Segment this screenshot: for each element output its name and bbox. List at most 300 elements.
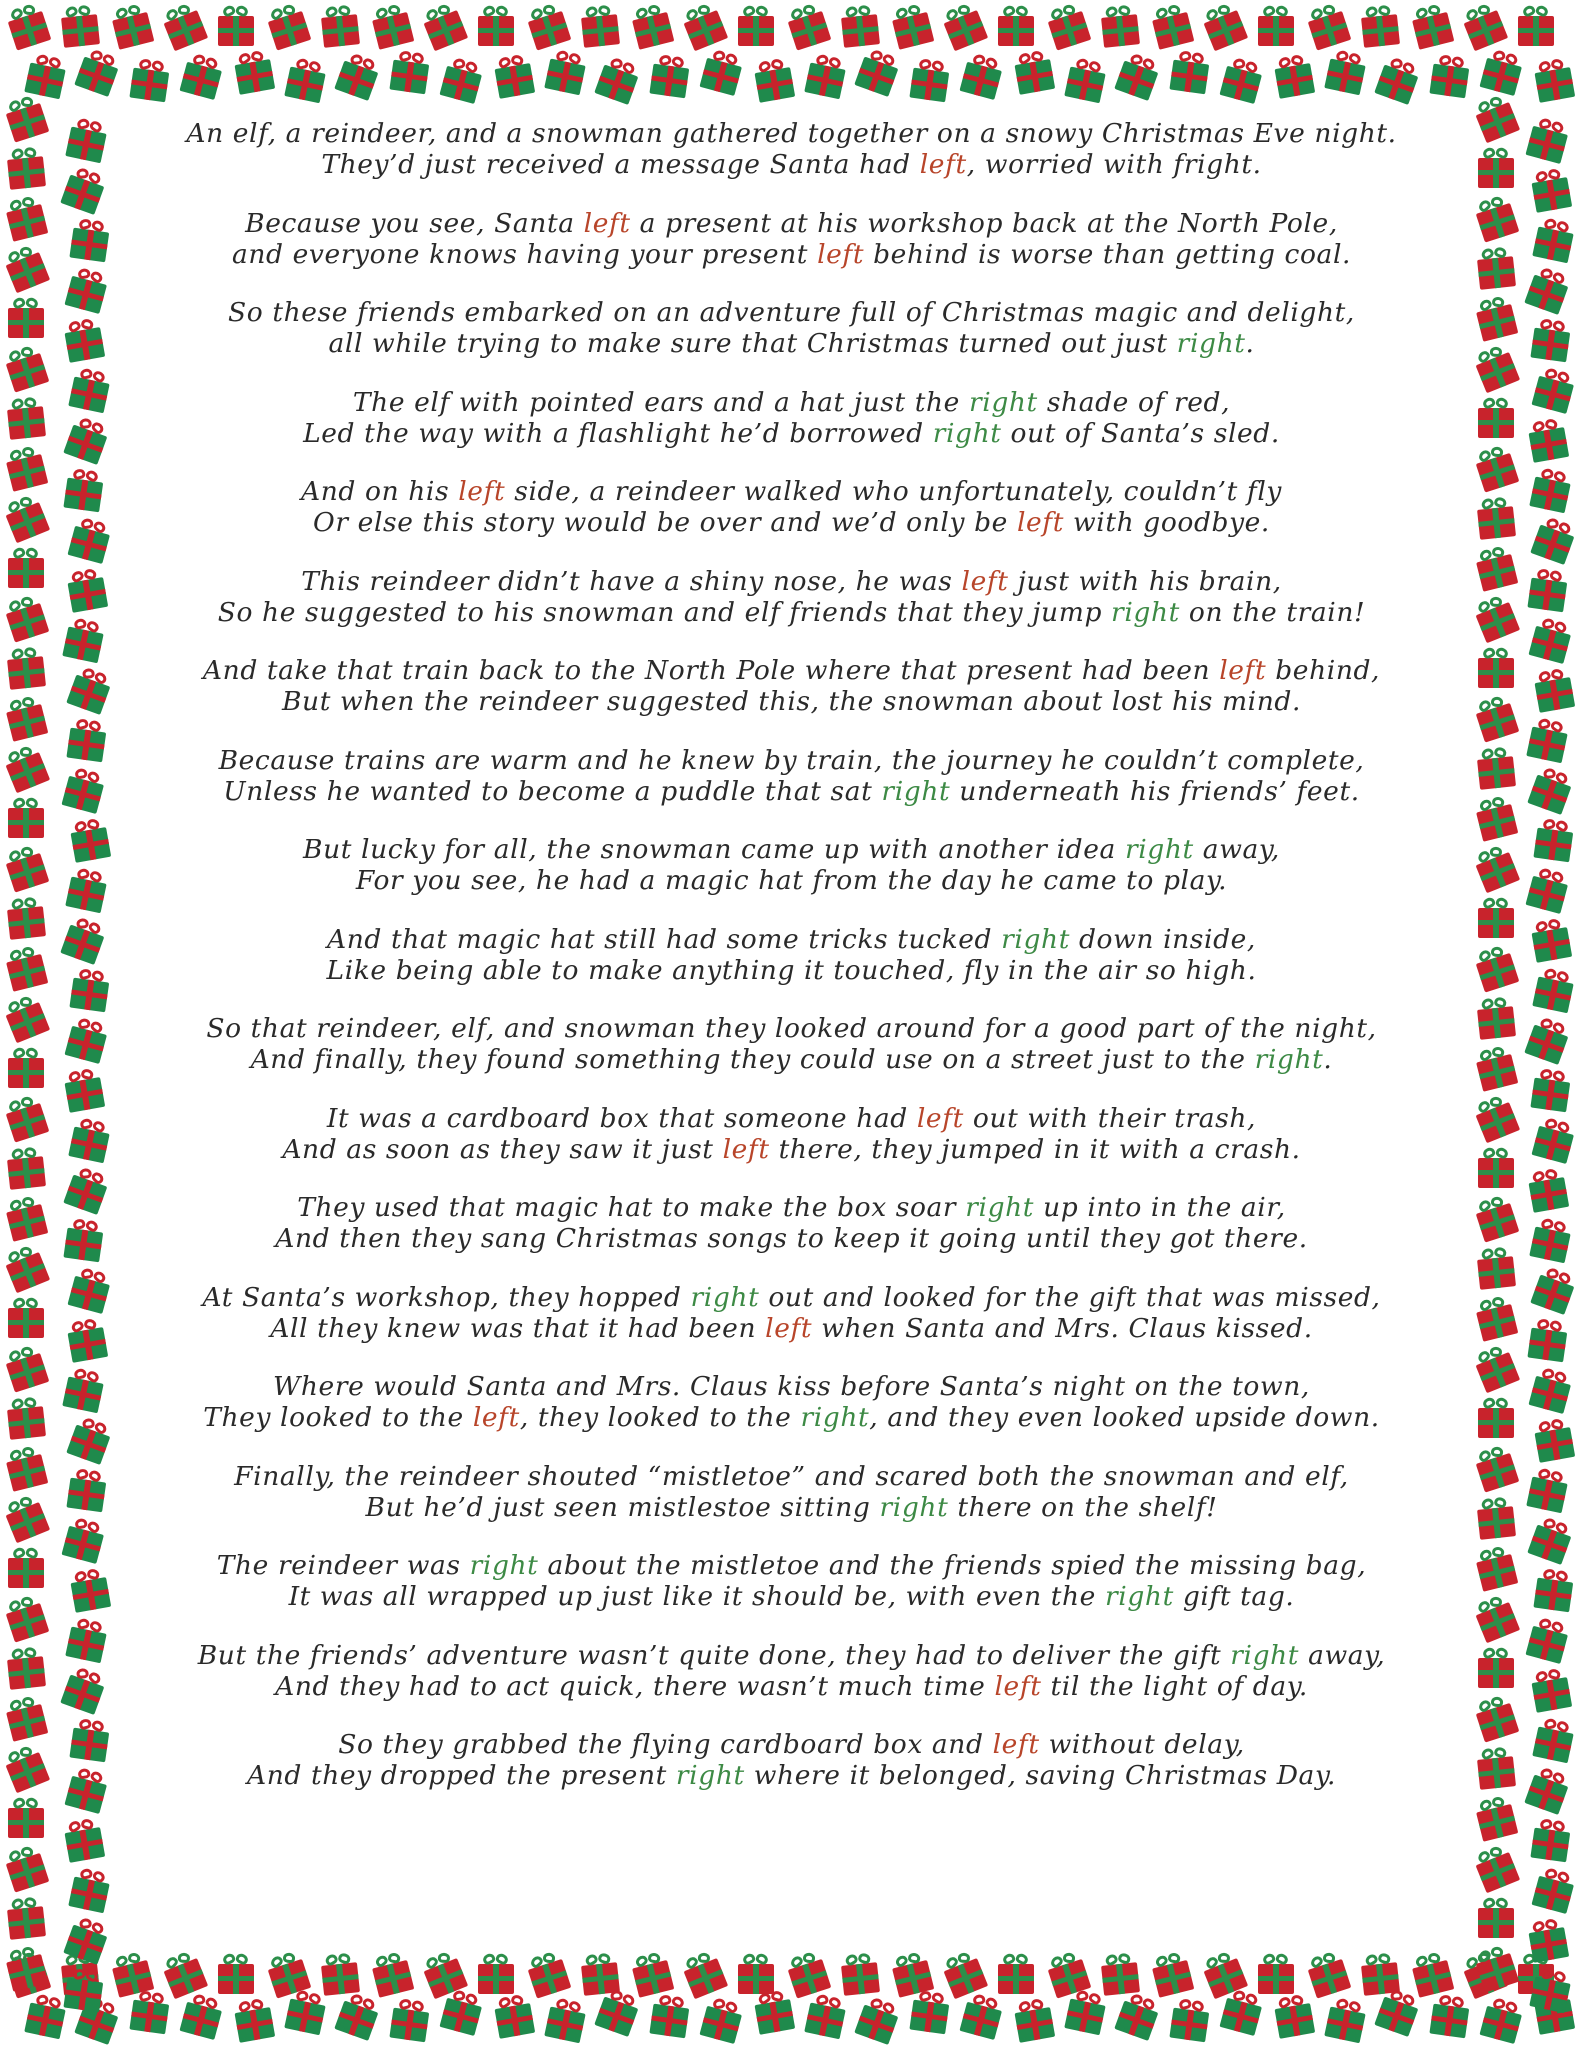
line-text: there, they jumped in it with a crash. bbox=[769, 1133, 1301, 1165]
highlight-right-word: right bbox=[690, 1281, 760, 1313]
gift-box-icon bbox=[0, 941, 53, 994]
line-text: At Santa’s workshop, they hopped bbox=[202, 1281, 691, 1313]
gift-box-icon bbox=[1165, 47, 1215, 97]
gift-box-icon bbox=[56, 912, 112, 968]
gift-box-icon bbox=[780, 0, 835, 54]
gift-box-icon bbox=[2, 1894, 50, 1942]
gift-box-icon bbox=[1474, 1396, 1518, 1440]
gift-box-icon bbox=[1524, 613, 1578, 667]
gift-box-icon bbox=[1474, 1146, 1518, 1190]
line-text: And then they sang Christmas songs to keep it going until they got there. bbox=[275, 1223, 1308, 1254]
stanza bbox=[150, 387, 1433, 449]
gift-box-icon bbox=[2, 1394, 50, 1442]
gift-box-icon bbox=[489, 51, 540, 102]
gift-box-icon bbox=[1525, 464, 1577, 516]
gift-box-icon bbox=[540, 1994, 592, 2046]
story-line bbox=[150, 1671, 1433, 1702]
gift-box-icon bbox=[1356, 2, 1404, 50]
gift-box-icon bbox=[1526, 915, 1577, 966]
gift-box-icon bbox=[0, 1840, 54, 1895]
line-text: about the mistletoe and the friends spied the missing bag, bbox=[538, 1550, 1367, 1581]
highlight-left-word: left bbox=[919, 149, 967, 180]
gift-box-icon bbox=[57, 763, 111, 817]
gift-box-icon bbox=[64, 1864, 116, 1916]
gift-box-icon bbox=[1520, 1762, 1576, 1818]
gift-box-icon bbox=[2, 894, 50, 942]
gift-box-icon bbox=[1370, 52, 1426, 108]
gift-box-icon bbox=[4, 296, 48, 340]
story-line bbox=[150, 1402, 1433, 1433]
story-line bbox=[150, 507, 1433, 538]
story-line bbox=[150, 776, 1433, 807]
highlight-left-word: left bbox=[994, 1670, 1042, 1702]
story-line bbox=[150, 1282, 1433, 1313]
story-line bbox=[150, 1760, 1433, 1791]
gift-box-icon bbox=[994, 4, 1038, 48]
gift-box-icon bbox=[800, 50, 852, 102]
gift-box-icon bbox=[1468, 1440, 1523, 1495]
line-text: And on his bbox=[301, 476, 459, 507]
story-line bbox=[150, 1313, 1433, 1344]
line-text: , and they even looked upside down. bbox=[869, 1402, 1380, 1433]
line-text: The reindeer was bbox=[216, 1550, 470, 1581]
line-text: out of Santa’s sled. bbox=[1001, 417, 1280, 449]
line-text: away, bbox=[1299, 1639, 1386, 1671]
gift-box-icon bbox=[316, 1950, 364, 1998]
line-text: Because trains are warm and he knew by train, the journey he couldn’t complete, bbox=[218, 744, 1365, 776]
line-text: behind is worse than getting coal. bbox=[864, 238, 1352, 270]
gift-box-icon bbox=[1528, 214, 1580, 266]
line-text: But the friends’ adventure wasn’t quite done, they had to deliver the gift bbox=[197, 1639, 1231, 1671]
highlight-left-word: left bbox=[817, 238, 865, 270]
line-text: underneath his friends’ feet. bbox=[950, 775, 1360, 807]
gift-box-icon bbox=[675, 0, 732, 55]
line-text: And take that train back to the North Pole where that present had been bbox=[202, 655, 1220, 686]
gift-box-icon bbox=[1523, 565, 1573, 615]
gift-box-icon bbox=[1474, 646, 1518, 690]
gift-box-icon bbox=[155, 0, 212, 55]
stanza bbox=[150, 208, 1433, 270]
gift-box-icon bbox=[1254, 1952, 1298, 1996]
gift-box-icon bbox=[1526, 512, 1582, 568]
gift-box-icon bbox=[905, 1987, 955, 2037]
line-text: . bbox=[1323, 1044, 1333, 1075]
highlight-left-word: left bbox=[1016, 507, 1064, 538]
story-line bbox=[150, 924, 1433, 955]
line-text: So that reindeer, elf, and snowman they looked around for a good part of the night, bbox=[206, 1013, 1377, 1044]
story-line bbox=[150, 597, 1433, 628]
line-text: with goodbye. bbox=[1063, 507, 1270, 538]
line-text: there on the shelf! bbox=[948, 1491, 1218, 1523]
line-text: shade of red, bbox=[1037, 386, 1231, 418]
gift-box-icon bbox=[1009, 1995, 1060, 2046]
gift-box-icon bbox=[1269, 51, 1320, 102]
line-text: away, bbox=[1193, 834, 1280, 865]
gift-box-icon bbox=[2, 1144, 50, 1192]
line-text: , they looked to the bbox=[519, 1402, 801, 1433]
gift-box-icon bbox=[645, 1991, 695, 2041]
gift-box-icon bbox=[1523, 415, 1574, 466]
story-line bbox=[150, 328, 1433, 359]
gift-box-icon bbox=[1467, 1589, 1524, 1646]
story-line bbox=[150, 745, 1433, 776]
gift-box-icon bbox=[1405, 0, 1458, 53]
story-line bbox=[150, 1192, 1433, 1223]
gift-box-icon bbox=[59, 465, 109, 515]
gift-box-icon bbox=[61, 114, 113, 166]
gift-box-icon bbox=[1526, 1815, 1576, 1865]
gift-box-icon bbox=[1425, 51, 1475, 101]
story-line bbox=[150, 686, 1433, 717]
highlight-left-word: left bbox=[472, 1402, 520, 1433]
line-text: Unless he wanted to become a puddle that sat bbox=[223, 775, 882, 807]
highlight-right-word: right bbox=[932, 417, 1002, 449]
highlight-right-word: right bbox=[1254, 1044, 1324, 1075]
gift-box-icon bbox=[0, 1191, 53, 1244]
gift-box-icon bbox=[0, 1441, 53, 1494]
gift-box-icon bbox=[1472, 744, 1520, 792]
story-line bbox=[150, 1640, 1433, 1671]
gift-box-icon bbox=[59, 1162, 115, 1218]
gift-box-icon bbox=[1474, 896, 1518, 940]
story-page bbox=[150, 118, 1433, 1908]
story-line bbox=[150, 865, 1433, 896]
story-line bbox=[150, 118, 1433, 149]
gift-box-icon bbox=[280, 54, 332, 106]
gift-box-icon bbox=[58, 1364, 110, 1416]
gift-box-icon bbox=[1469, 291, 1522, 344]
line-text: all while trying to make sure that Christmas turned out just bbox=[328, 328, 1177, 359]
stanza bbox=[150, 476, 1433, 538]
line-text: They used that magic hat to make the box soar bbox=[297, 1192, 966, 1223]
gift-box-icon bbox=[1527, 363, 1581, 417]
story-line bbox=[150, 1013, 1433, 1044]
line-text: But he’d just seen mistlestoe sitting bbox=[365, 1491, 880, 1523]
gift-box-icon bbox=[1524, 1363, 1578, 1417]
gift-box-icon bbox=[1096, 2, 1144, 50]
gift-box-icon bbox=[540, 46, 592, 98]
stanza bbox=[150, 118, 1433, 180]
story-line bbox=[150, 1103, 1433, 1134]
gift-box-icon bbox=[260, 0, 315, 54]
highlight-right-word: right bbox=[879, 1491, 949, 1523]
gift-box-icon bbox=[0, 239, 55, 296]
gift-box-icon bbox=[59, 1065, 110, 1116]
gift-box-icon bbox=[65, 1565, 116, 1616]
gift-box-icon bbox=[1521, 1613, 1575, 1667]
gift-box-icon bbox=[576, 2, 624, 50]
line-text: , worried with fright. bbox=[966, 149, 1262, 180]
gift-box-icon bbox=[105, 0, 158, 53]
gift-box-icon bbox=[1096, 1950, 1144, 1998]
gift-box-icon bbox=[62, 1412, 118, 1468]
gift-box-icon bbox=[365, 0, 418, 53]
gift-box-icon bbox=[1528, 964, 1580, 1016]
stanza bbox=[150, 1371, 1433, 1433]
line-text: side, a reindeer walked who unfortunately, couldn’t fly bbox=[505, 476, 1282, 507]
stanza bbox=[150, 566, 1433, 628]
line-text: This reindeer didn’t have a shiny nose, he was bbox=[301, 565, 962, 597]
gift-box-icon bbox=[1455, 0, 1512, 55]
gift-box-icon bbox=[1145, 0, 1198, 53]
gift-box-icon bbox=[1165, 1995, 1215, 2045]
gift-box-icon bbox=[1525, 1964, 1577, 2016]
gift-box-icon bbox=[1110, 48, 1166, 104]
gift-box-icon bbox=[1474, 1896, 1518, 1940]
highlight-right-word: right bbox=[1124, 834, 1194, 865]
gift-box-icon bbox=[4, 546, 48, 590]
line-text: And they had to act quick, there wasn’t much time bbox=[275, 1670, 995, 1702]
highlight-left-word: left bbox=[583, 207, 631, 239]
gift-box-icon bbox=[1472, 994, 1520, 1042]
gift-box-icon bbox=[330, 48, 386, 104]
gift-box-icon bbox=[1467, 1089, 1524, 1146]
gift-box-icon bbox=[64, 364, 116, 416]
line-text: But when the reindeer suggested this, the snowman about lost his mind. bbox=[281, 686, 1302, 717]
gift-box-icon bbox=[0, 1340, 54, 1395]
line-text: . bbox=[1245, 328, 1255, 359]
gift-box-icon bbox=[60, 263, 114, 317]
line-text: Like being able to make anything it touched, fly in the air so high. bbox=[326, 954, 1257, 986]
gift-box-icon bbox=[1526, 1262, 1582, 1318]
gift-box-icon bbox=[60, 1763, 114, 1817]
highlight-left-word: left bbox=[992, 1729, 1040, 1760]
stanza bbox=[150, 1282, 1433, 1344]
highlight-right-word: right bbox=[675, 1760, 745, 1791]
gift-box-icon bbox=[4, 796, 48, 840]
line-text: All they knew was that it had been bbox=[270, 1312, 766, 1344]
story-line bbox=[150, 655, 1433, 686]
gift-box-icon bbox=[1425, 1991, 1475, 2041]
gift-box-icon bbox=[0, 739, 55, 796]
gift-box-icon bbox=[58, 614, 110, 666]
gift-box-icon bbox=[1527, 1113, 1581, 1167]
highlight-right-word: right bbox=[800, 1402, 870, 1433]
gift-box-icon bbox=[0, 1590, 54, 1645]
line-text: Or else this story would be over and we’d only be bbox=[313, 507, 1017, 538]
gift-box-icon bbox=[0, 840, 54, 895]
line-text: It was all wrapped up just like it should be, with even the bbox=[288, 1581, 1105, 1612]
gift-box-icon bbox=[59, 1215, 109, 1265]
line-text: just with his brain, bbox=[1008, 565, 1282, 597]
gift-box-icon bbox=[62, 1315, 113, 1366]
line-text: behind, bbox=[1266, 655, 1381, 686]
gift-box-icon bbox=[59, 1965, 109, 2015]
gift-box-icon bbox=[125, 55, 175, 105]
gift-box-icon bbox=[65, 215, 115, 265]
gift-box-icon bbox=[1526, 165, 1577, 216]
gift-box-icon bbox=[56, 162, 112, 218]
stanza bbox=[150, 745, 1433, 807]
line-text: and everyone knows having your present bbox=[231, 238, 818, 270]
story-line bbox=[150, 149, 1433, 180]
gift-box-icon bbox=[435, 53, 489, 107]
line-text: And finally, they found something they could use on a street just to the bbox=[250, 1044, 1255, 1075]
gift-box-icon bbox=[1529, 55, 1580, 106]
gift-box-icon bbox=[60, 1013, 114, 1067]
gift-box-icon bbox=[63, 513, 117, 567]
line-text: when Santa and Mrs. Claus kissed. bbox=[812, 1312, 1313, 1344]
stanza bbox=[150, 1103, 1433, 1165]
story-line bbox=[150, 208, 1433, 239]
gift-box-icon bbox=[2, 144, 50, 192]
gift-box-icon bbox=[1472, 494, 1520, 542]
stanza bbox=[150, 924, 1433, 986]
highlight-right-word: right bbox=[1001, 923, 1070, 955]
gift-box-icon bbox=[0, 1489, 55, 1546]
story-text bbox=[150, 118, 1433, 1791]
gift-box-icon bbox=[214, 1952, 258, 1996]
gift-box-icon bbox=[1469, 1041, 1522, 1094]
highlight-right-word: right bbox=[968, 386, 1038, 418]
story-line bbox=[150, 418, 1433, 449]
gift-box-icon bbox=[214, 4, 258, 48]
gift-box-icon bbox=[1522, 714, 1574, 766]
highlight-right-word: right bbox=[1105, 1581, 1174, 1612]
gift-box-icon bbox=[59, 1815, 110, 1866]
gift-box-icon bbox=[695, 45, 749, 99]
gift-box-icon bbox=[61, 1614, 113, 1666]
gift-box-icon bbox=[1215, 53, 1269, 107]
gift-box-icon bbox=[0, 441, 53, 494]
line-text: up into in the air, bbox=[1034, 1192, 1286, 1223]
story-line bbox=[150, 476, 1433, 507]
gift-box-icon bbox=[590, 52, 646, 108]
gift-box-icon bbox=[125, 1987, 175, 2037]
gift-box-icon bbox=[2, 644, 50, 692]
highlight-right-word: right bbox=[1230, 1639, 1300, 1671]
gift-box-icon bbox=[1040, 0, 1095, 54]
gift-box-icon bbox=[1468, 690, 1523, 745]
gift-box-icon bbox=[1468, 190, 1523, 245]
gift-box-icon bbox=[1474, 146, 1518, 190]
gift-box-icon bbox=[1522, 1464, 1574, 1516]
gift-box-icon bbox=[0, 1739, 55, 1796]
gift-box-icon bbox=[1523, 1165, 1574, 1216]
line-text: So they grabbed the flying cardboard box and bbox=[338, 1729, 993, 1760]
gift-box-icon bbox=[695, 1993, 749, 2047]
gift-box-icon bbox=[0, 191, 53, 244]
stanza bbox=[150, 1729, 1433, 1791]
stanza bbox=[150, 1013, 1433, 1075]
gift-box-icon bbox=[1523, 1315, 1573, 1365]
gift-box-icon bbox=[62, 715, 112, 765]
highlight-right-word: right bbox=[965, 1192, 1035, 1223]
gift-box-icon bbox=[1529, 1565, 1579, 1615]
line-text: gift tag. bbox=[1173, 1581, 1295, 1612]
stanza bbox=[150, 1461, 1433, 1523]
story-line bbox=[150, 1371, 1433, 1402]
story-line bbox=[150, 955, 1433, 986]
line-text: They looked to the bbox=[203, 1402, 473, 1433]
gift-box-icon bbox=[1529, 815, 1579, 865]
gift-box-icon bbox=[59, 412, 115, 468]
gift-box-icon bbox=[1469, 1541, 1522, 1594]
highlight-left-word: left bbox=[1219, 655, 1267, 686]
line-text: The elf with pointed ears and a hat just the bbox=[352, 386, 969, 418]
story-line bbox=[150, 1492, 1433, 1523]
gift-box-icon bbox=[65, 815, 116, 866]
gift-box-icon bbox=[62, 1465, 112, 1515]
gift-box-icon bbox=[1468, 940, 1523, 995]
gift-box-icon bbox=[0, 1239, 55, 1296]
gift-box-icon bbox=[1525, 1214, 1577, 1266]
gift-box-icon bbox=[1521, 863, 1575, 917]
highlight-right-word: right bbox=[1111, 596, 1180, 628]
gift-box-icon bbox=[994, 1952, 1038, 1996]
gift-box-icon bbox=[836, 2, 884, 50]
line-text: So these friends embarked on an adventure full of Christmas magic and delight, bbox=[228, 297, 1355, 328]
line-text: And that magic hat still had some tricks tucked bbox=[327, 923, 1002, 955]
gift-box-icon bbox=[1472, 1494, 1520, 1542]
highlight-left-word: left bbox=[916, 1102, 964, 1134]
gift-box-icon bbox=[1514, 4, 1558, 48]
line-text: And as soon as they saw it just bbox=[282, 1133, 723, 1165]
gift-box-icon bbox=[0, 989, 55, 1046]
line-text: Where would Santa and Mrs. Claus kiss before Santa’s night on the town, bbox=[273, 1371, 1310, 1402]
gift-box-icon bbox=[1475, 1993, 1529, 2047]
gift-box-icon bbox=[625, 0, 678, 53]
line-text: a present at his workshop back at the North Pole, bbox=[630, 207, 1338, 239]
gift-box-icon bbox=[1467, 339, 1524, 396]
line-text: So he suggested to his snowman and elf friends that they jump bbox=[217, 596, 1112, 628]
gift-box-icon bbox=[1527, 1863, 1581, 1917]
gift-box-icon bbox=[1254, 4, 1298, 48]
gift-box-icon bbox=[4, 1046, 48, 1090]
gift-box-icon bbox=[1060, 54, 1112, 106]
gift-box-icon bbox=[0, 1090, 54, 1145]
gift-box-icon bbox=[850, 44, 906, 100]
gift-box-icon bbox=[4, 1546, 48, 1590]
gift-box-icon bbox=[1474, 1646, 1518, 1690]
gift-box-icon bbox=[1320, 46, 1372, 98]
gift-box-icon bbox=[64, 1114, 116, 1166]
highlight-left-word: left bbox=[722, 1133, 770, 1165]
gift-box-icon bbox=[65, 965, 115, 1015]
gift-box-icon bbox=[955, 49, 1009, 103]
gift-box-icon bbox=[61, 864, 113, 916]
story-line bbox=[150, 297, 1433, 328]
gift-box-icon bbox=[1195, 0, 1252, 55]
story-line bbox=[150, 239, 1433, 270]
line-text: Led the way with a flashlight he’d borrowed bbox=[303, 417, 933, 449]
line-text: For you see, he had a magic hat from the day he came to play. bbox=[355, 865, 1228, 896]
story-line bbox=[150, 1134, 1433, 1165]
gift-box-icon bbox=[474, 1952, 518, 1996]
gift-box-icon bbox=[1469, 541, 1522, 594]
story-line bbox=[150, 387, 1433, 418]
line-text: til the light of day. bbox=[1041, 1670, 1308, 1702]
gift-box-icon bbox=[734, 4, 778, 48]
gift-box-icon bbox=[935, 0, 992, 55]
stanza bbox=[150, 1640, 1433, 1702]
gift-box-icon bbox=[1472, 1244, 1520, 1292]
gift-box-icon bbox=[0, 590, 54, 645]
highlight-left-word: left bbox=[765, 1312, 813, 1344]
highlight-right-word: right bbox=[881, 775, 951, 807]
gift-box-icon bbox=[2, 1644, 50, 1692]
gift-box-icon bbox=[56, 1662, 112, 1718]
gift-box-icon bbox=[70, 44, 126, 100]
gift-box-icon bbox=[0, 489, 55, 546]
gift-box-icon bbox=[675, 1945, 732, 2002]
line-text: on the train! bbox=[1179, 596, 1366, 628]
gift-box-icon bbox=[1467, 839, 1524, 896]
gift-box-icon bbox=[175, 1989, 229, 2043]
gift-box-icon bbox=[1520, 1012, 1576, 1068]
gift-box-icon bbox=[1469, 1791, 1522, 1844]
gift-box-icon bbox=[0, 1691, 53, 1744]
